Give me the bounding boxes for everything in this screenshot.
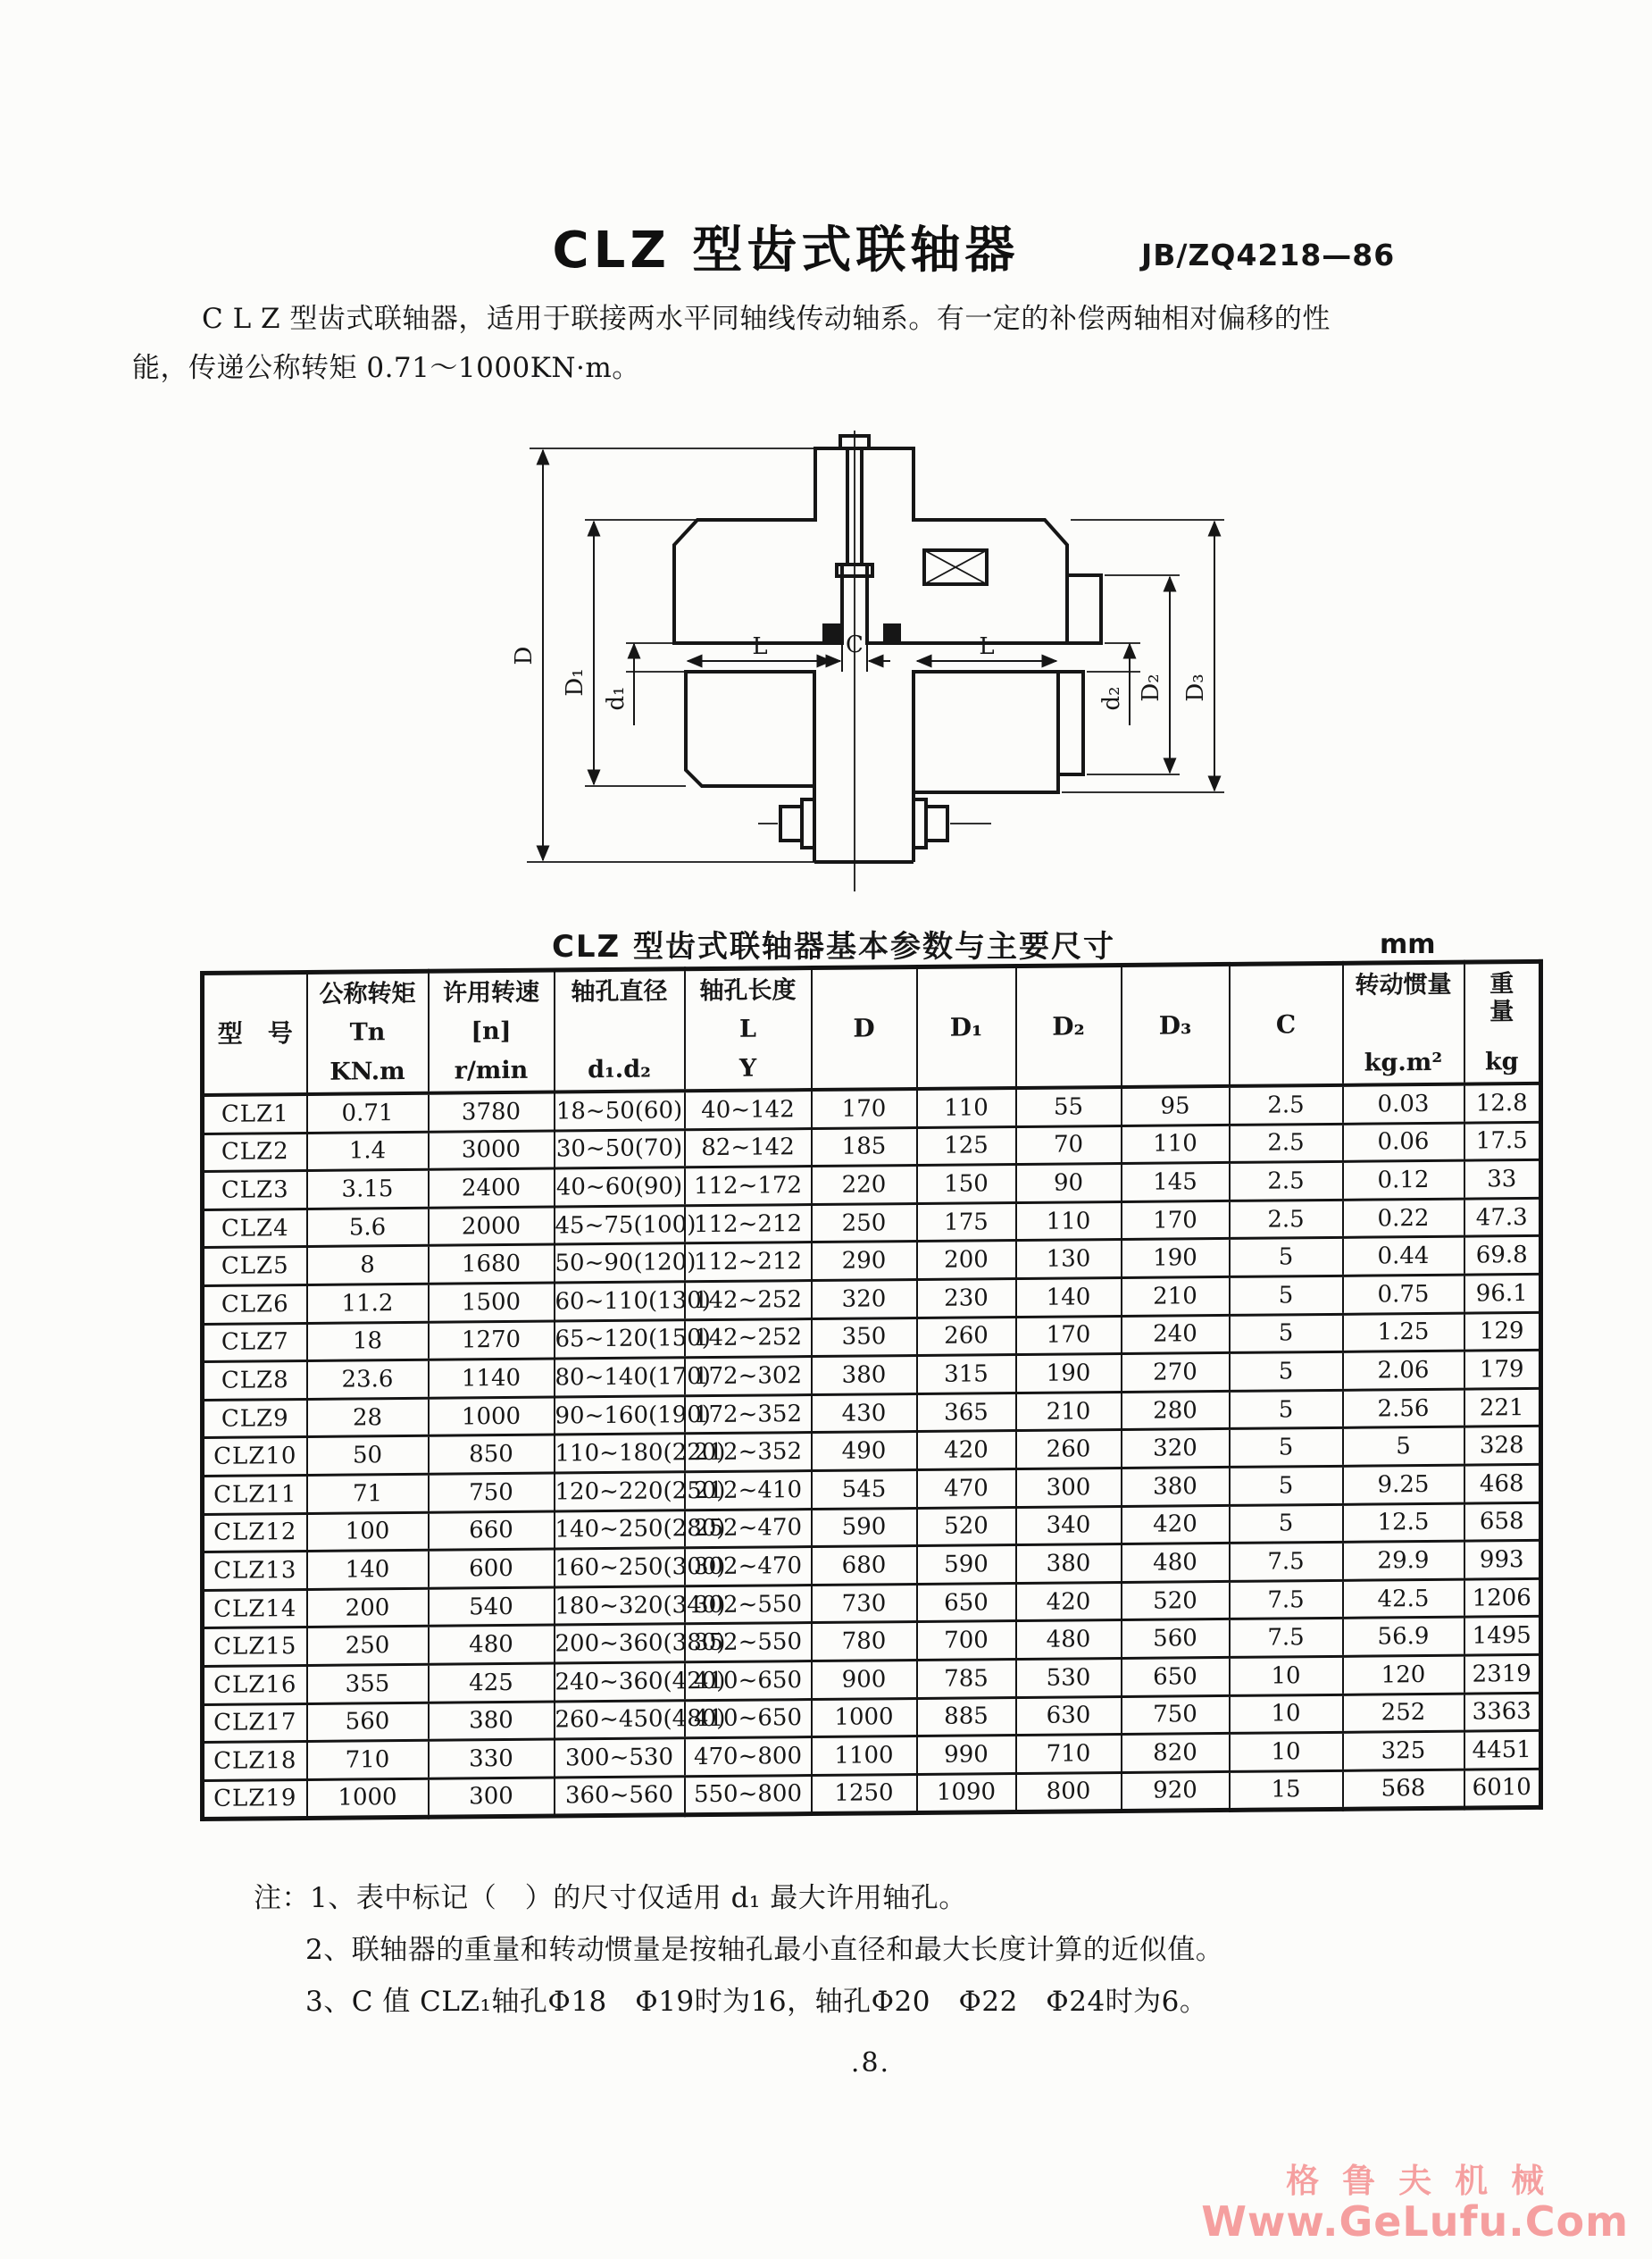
value-cell: 230 xyxy=(917,1278,1016,1318)
dimension-D xyxy=(511,448,815,862)
value-cell: 200 xyxy=(307,1588,429,1627)
value-cell: 170 xyxy=(812,1089,917,1128)
value-cell: 80~140(170) xyxy=(555,1358,685,1397)
header-cell: D₁ xyxy=(917,966,1016,1089)
value-cell: 470 xyxy=(917,1468,1016,1508)
table-title: CLZ 型齿式联轴器基本参数与主要尺寸 xyxy=(551,929,1116,965)
value-cell: 380 xyxy=(812,1356,917,1395)
dim-label-D: D xyxy=(511,646,538,665)
value-cell: 650 xyxy=(1122,1657,1230,1696)
value-cell: 410~650 xyxy=(685,1699,812,1738)
model-cell: CLZ19 xyxy=(203,1779,307,1820)
value-cell: 200 xyxy=(917,1241,1016,1280)
value-cell: 90 xyxy=(1016,1164,1122,1203)
dimension-L-right xyxy=(917,633,1056,661)
value-cell: 750 xyxy=(429,1473,555,1512)
model-cell: CLZ16 xyxy=(203,1665,307,1704)
value-cell: 660 xyxy=(429,1511,555,1551)
value-cell: 9.25 xyxy=(1343,1465,1464,1504)
value-cell: 220 xyxy=(812,1166,917,1205)
value-cell: 0.03 xyxy=(1343,1084,1464,1124)
value-cell: 0.71 xyxy=(307,1093,429,1133)
value-cell: 5 xyxy=(1230,1351,1343,1391)
value-cell: 1000 xyxy=(812,1698,917,1737)
table-body xyxy=(203,1083,1541,1820)
value-cell: 425 xyxy=(429,1663,555,1703)
value-cell: 70 xyxy=(1016,1125,1122,1165)
value-cell: 490 xyxy=(812,1432,917,1471)
value-cell: 10 xyxy=(1230,1694,1343,1734)
value-cell: 780 xyxy=(812,1622,917,1661)
left-hub xyxy=(686,672,814,786)
value-cell: 110 xyxy=(1016,1201,1122,1241)
value-cell: 33 xyxy=(1464,1160,1541,1199)
value-cell: 800 xyxy=(1016,1772,1122,1812)
value-cell: 179 xyxy=(1464,1351,1541,1389)
value-cell: 2.5 xyxy=(1230,1124,1343,1163)
header-cell: 转动惯量 kg.m² xyxy=(1343,962,1464,1085)
value-cell: 1495 xyxy=(1464,1617,1541,1655)
value-cell: 250 xyxy=(812,1203,917,1242)
value-cell: 1000 xyxy=(307,1778,429,1819)
value-cell: 140 xyxy=(1016,1277,1122,1317)
value-cell: 210 xyxy=(1016,1392,1122,1431)
dimension-L-left xyxy=(688,633,831,661)
header-cell: 重 量 kg xyxy=(1464,961,1541,1083)
value-cell: 1000 xyxy=(429,1397,555,1436)
value-cell: 210 xyxy=(1122,1276,1230,1316)
note-line: 2、联轴器的重量和转动惯量是按轴孔最小直径和最大长度计算的近似值。 xyxy=(305,1934,1224,1966)
header-cell: C xyxy=(1230,963,1343,1086)
value-cell: 190 xyxy=(1016,1354,1122,1393)
unit-label: mm xyxy=(1380,929,1436,960)
value-cell: 240 xyxy=(1122,1315,1230,1354)
value-cell: 480 xyxy=(429,1625,555,1664)
value-cell: 1270 xyxy=(429,1321,555,1360)
value-cell: 350 xyxy=(812,1318,917,1357)
left-sleeve-section xyxy=(674,448,847,643)
value-cell: 23.6 xyxy=(307,1360,429,1399)
value-cell: 658 xyxy=(1464,1502,1541,1541)
model-cell: CLZ4 xyxy=(203,1209,307,1248)
value-cell: 30~50(70) xyxy=(555,1129,685,1168)
value-cell: 172~352 xyxy=(685,1394,812,1434)
value-cell: 2.5 xyxy=(1230,1085,1343,1125)
value-cell: 50 xyxy=(307,1436,429,1476)
value-cell: 212~410 xyxy=(685,1470,812,1510)
value-cell: 11.2 xyxy=(307,1284,429,1323)
table-header xyxy=(203,961,1541,1095)
value-cell: 328 xyxy=(1464,1427,1541,1465)
value-cell: 170 xyxy=(1016,1316,1122,1355)
bottom-bolt-left xyxy=(758,799,814,848)
value-cell: 50~90(120) xyxy=(555,1243,685,1283)
value-cell: 29.9 xyxy=(1343,1541,1464,1580)
value-cell: 260~450(480) xyxy=(555,1700,685,1739)
value-cell: 630 xyxy=(1016,1696,1122,1736)
value-cell: 96.1 xyxy=(1464,1274,1541,1312)
dimension-D1 xyxy=(562,520,697,786)
value-cell: 212~352 xyxy=(685,1433,812,1472)
model-cell: CLZ6 xyxy=(203,1284,307,1324)
value-cell: 300 xyxy=(1016,1468,1122,1507)
value-cell: 290 xyxy=(812,1242,917,1281)
watermark xyxy=(1201,2162,1629,2246)
note-line: 注：1、表中标记（ ）的尺寸仅适用 d₁ 最大许用轴孔。 xyxy=(254,1882,967,1914)
value-cell: 380 xyxy=(429,1702,555,1741)
value-cell: 710 xyxy=(307,1740,429,1779)
model-cell: CLZ15 xyxy=(203,1627,307,1667)
value-cell: 175 xyxy=(917,1202,1016,1242)
value-cell: 160~250(300) xyxy=(555,1548,685,1587)
value-cell: 190 xyxy=(1122,1239,1230,1278)
value-cell: 480 xyxy=(1122,1544,1230,1583)
value-cell: 480 xyxy=(1016,1620,1122,1660)
standard-number: JB/ZQ4218—86 xyxy=(1141,238,1396,272)
value-cell: 3363 xyxy=(1464,1693,1541,1731)
value-cell: 730 xyxy=(812,1584,917,1623)
value-cell: 142~252 xyxy=(685,1318,812,1358)
value-cell: 180~320(340) xyxy=(555,1585,685,1625)
value-cell: 8 xyxy=(307,1246,429,1285)
model-cell: CLZ10 xyxy=(203,1437,307,1477)
dim-label-L-left: L xyxy=(752,633,768,660)
value-cell: 42.5 xyxy=(1343,1579,1464,1619)
value-cell: 56.9 xyxy=(1343,1617,1464,1656)
value-cell: 55 xyxy=(1016,1087,1122,1126)
value-cell: 71 xyxy=(307,1474,429,1513)
dim-label-C: C xyxy=(846,632,864,658)
value-cell: 550~800 xyxy=(685,1775,812,1815)
header-cell: D xyxy=(812,966,917,1090)
value-cell: 5.6 xyxy=(307,1208,429,1247)
dim-label-d2: d₂ xyxy=(1098,686,1125,711)
value-cell: 2.5 xyxy=(1230,1200,1343,1239)
dim-label-L-right: L xyxy=(979,633,995,660)
value-cell: 120 xyxy=(1343,1655,1464,1694)
gear-teeth-left xyxy=(822,623,840,643)
value-cell: 590 xyxy=(812,1508,917,1547)
header-cell: 型 号 xyxy=(203,972,307,1095)
value-cell: 700 xyxy=(917,1621,1016,1661)
value-cell: 7.5 xyxy=(1230,1580,1343,1619)
value-cell: 18 xyxy=(307,1322,429,1361)
value-cell: 60~110(130) xyxy=(555,1282,685,1321)
value-cell: 650 xyxy=(917,1583,1016,1622)
parameters-table xyxy=(200,959,1543,1821)
value-cell: 150 xyxy=(917,1165,1016,1204)
value-cell: 185 xyxy=(812,1127,917,1167)
value-cell: 112~212 xyxy=(685,1242,812,1282)
header-cell: D₃ xyxy=(1122,964,1230,1087)
value-cell: 302~550 xyxy=(685,1585,812,1624)
value-cell: 710 xyxy=(1016,1735,1122,1774)
value-cell: 468 xyxy=(1464,1464,1541,1502)
value-cell: 993 xyxy=(1464,1541,1541,1579)
value-cell: 260 xyxy=(917,1317,1016,1356)
value-cell: 325 xyxy=(1343,1731,1464,1770)
value-cell: 590 xyxy=(917,1545,1016,1585)
value-cell: 10 xyxy=(1230,1732,1343,1771)
value-cell: 340 xyxy=(1016,1506,1122,1545)
value-cell: 5 xyxy=(1230,1238,1343,1277)
value-cell: 28 xyxy=(307,1398,429,1437)
value-cell: 47.3 xyxy=(1464,1198,1541,1236)
value-cell: 7.5 xyxy=(1230,1619,1343,1658)
model-cell: CLZ1 xyxy=(203,1094,307,1134)
value-cell: 10 xyxy=(1230,1656,1343,1695)
value-cell: 110 xyxy=(1122,1125,1230,1164)
intro-paragraph xyxy=(132,295,1473,393)
value-cell: 125 xyxy=(917,1126,1016,1166)
value-cell: 885 xyxy=(917,1697,1016,1736)
value-cell: 5 xyxy=(1230,1314,1343,1353)
value-cell: 2.56 xyxy=(1343,1389,1464,1428)
value-cell: 1500 xyxy=(429,1283,555,1322)
value-cell: 4451 xyxy=(1464,1730,1541,1769)
value-cell: 900 xyxy=(812,1660,917,1699)
dim-label-D2: D₂ xyxy=(1138,674,1164,702)
value-cell: 990 xyxy=(917,1736,1016,1775)
value-cell: 1680 xyxy=(429,1244,555,1284)
model-cell: CLZ3 xyxy=(203,1171,307,1210)
value-cell: 568 xyxy=(1343,1770,1464,1810)
gear-teeth-right xyxy=(883,623,901,643)
value-cell: 40~142 xyxy=(685,1090,812,1129)
dim-label-D1: D₁ xyxy=(562,668,588,697)
value-cell: 360~560 xyxy=(555,1776,685,1816)
value-cell: 6010 xyxy=(1464,1769,1541,1808)
right-hub xyxy=(914,672,1058,792)
value-cell: 40~60(90) xyxy=(555,1167,685,1207)
value-cell: 1090 xyxy=(917,1773,1016,1813)
value-cell: 100 xyxy=(307,1512,429,1552)
value-cell: 355 xyxy=(307,1664,429,1703)
value-cell: 120~220(250) xyxy=(555,1472,685,1511)
value-cell: 850 xyxy=(429,1435,555,1474)
value-cell: 0.75 xyxy=(1343,1275,1464,1314)
dim-label-D3: D₃ xyxy=(1182,674,1209,702)
value-cell: 420 xyxy=(1016,1582,1122,1621)
value-cell: 112~172 xyxy=(685,1167,812,1206)
header-cell: 公称转矩 Tn KN.m xyxy=(307,971,429,1094)
value-cell: 300 xyxy=(429,1778,555,1818)
value-cell: 820 xyxy=(1122,1734,1230,1773)
value-cell: 302~470 xyxy=(685,1547,812,1586)
value-cell: 680 xyxy=(812,1546,917,1585)
header-row xyxy=(203,961,1541,1095)
value-cell: 410~650 xyxy=(685,1661,812,1700)
value-cell: 90~160(190) xyxy=(555,1396,685,1435)
dimension-d1 xyxy=(603,643,686,725)
value-cell: 2.5 xyxy=(1230,1162,1343,1201)
value-cell: 365 xyxy=(917,1393,1016,1432)
right-hub-extension-section xyxy=(1067,575,1101,643)
value-cell: 2400 xyxy=(429,1168,555,1208)
model-cell: CLZ7 xyxy=(203,1323,307,1362)
value-cell: 260 xyxy=(1016,1430,1122,1469)
value-cell: 2319 xyxy=(1464,1654,1541,1693)
model-cell: CLZ18 xyxy=(203,1742,307,1781)
model-cell: CLZ9 xyxy=(203,1399,307,1438)
value-cell: 3780 xyxy=(429,1092,555,1132)
value-cell: 112~212 xyxy=(685,1204,812,1243)
value-cell: 95 xyxy=(1122,1086,1230,1125)
value-cell: 330 xyxy=(429,1739,555,1778)
value-cell: 1100 xyxy=(812,1736,917,1776)
value-cell: 69.8 xyxy=(1464,1236,1541,1275)
value-cell: 240~360(420) xyxy=(555,1662,685,1702)
value-cell: 0.12 xyxy=(1343,1160,1464,1200)
coupling-cross-section-drawing xyxy=(505,431,1299,904)
model-cell: CLZ5 xyxy=(203,1247,307,1286)
value-cell: 352~550 xyxy=(685,1623,812,1662)
value-cell: 65~120(150) xyxy=(555,1319,685,1359)
value-cell: 545 xyxy=(812,1469,917,1509)
right-sleeve-section xyxy=(862,448,1067,643)
value-cell: 170 xyxy=(1122,1201,1230,1240)
value-cell: 300~530 xyxy=(555,1738,685,1778)
model-cell: CLZ11 xyxy=(203,1475,307,1514)
value-cell: 1140 xyxy=(429,1359,555,1398)
value-cell: 270 xyxy=(1122,1353,1230,1393)
value-cell: 140~250(280) xyxy=(555,1510,685,1549)
value-cell: 560 xyxy=(307,1703,429,1742)
model-cell: CLZ12 xyxy=(203,1513,307,1552)
value-cell: 2.06 xyxy=(1343,1351,1464,1390)
value-cell: 5 xyxy=(1230,1428,1343,1468)
header-cell: 轴孔直径 d₁.d₂ xyxy=(555,969,685,1092)
value-cell: 5 xyxy=(1343,1427,1464,1466)
value-cell: 110 xyxy=(917,1088,1016,1127)
value-cell: 3.15 xyxy=(307,1169,429,1209)
value-cell: 0.44 xyxy=(1343,1237,1464,1276)
value-cell: 520 xyxy=(1122,1581,1230,1620)
page-number: .8. xyxy=(850,2047,891,2079)
value-cell: 320 xyxy=(812,1279,917,1318)
header-cell: D₂ xyxy=(1016,965,1122,1088)
value-cell: 1.4 xyxy=(307,1132,429,1171)
model-cell: CLZ8 xyxy=(203,1361,307,1401)
value-cell: 540 xyxy=(429,1587,555,1627)
dimension-d2 xyxy=(1087,643,1140,725)
value-cell: 110~180(220) xyxy=(555,1434,685,1473)
value-cell: 130 xyxy=(1016,1240,1122,1279)
notes xyxy=(254,1872,1223,2028)
value-cell: 5 xyxy=(1230,1466,1343,1505)
value-cell: 750 xyxy=(1122,1695,1230,1735)
value-cell: 45~75(100) xyxy=(555,1206,685,1245)
value-cell: 560 xyxy=(1122,1619,1230,1659)
watermark-url: Www.GeLufu.Com xyxy=(1201,2196,1629,2246)
value-cell: 252 xyxy=(1343,1694,1464,1733)
value-cell: 785 xyxy=(917,1659,1016,1698)
bottom-bolt-right xyxy=(914,799,991,848)
value-cell: 82~142 xyxy=(685,1128,812,1167)
value-cell: 430 xyxy=(812,1393,917,1433)
value-cell: 470~800 xyxy=(685,1737,812,1777)
model-cell: CLZ2 xyxy=(203,1133,307,1172)
value-cell: 18~50(60) xyxy=(555,1091,685,1130)
value-cell: 1206 xyxy=(1464,1578,1541,1617)
technical-drawing-svg xyxy=(505,431,1299,904)
intro-line-1: C L Z 型齿式联轴器，适用于联接两水平同轴线传动轴系。有一定的补偿两轴相对偏移的性 xyxy=(202,303,1331,335)
value-cell: 2000 xyxy=(429,1207,555,1246)
value-cell: 140 xyxy=(307,1550,429,1589)
value-cell: 0.06 xyxy=(1343,1123,1464,1162)
value-cell: 600 xyxy=(429,1549,555,1588)
value-cell: 5 xyxy=(1230,1390,1343,1429)
value-cell: 5 xyxy=(1230,1276,1343,1315)
value-cell: 1.25 xyxy=(1343,1313,1464,1352)
value-cell: 280 xyxy=(1122,1391,1230,1430)
model-cell: CLZ14 xyxy=(203,1589,307,1628)
value-cell: 380 xyxy=(1122,1467,1230,1506)
right-hub-step xyxy=(1058,672,1083,774)
value-cell: 200~360(380) xyxy=(555,1624,685,1663)
header-cell: 许用转速 [n] r/min xyxy=(429,970,555,1093)
dimension-D3 xyxy=(1062,520,1224,792)
value-cell: 7.5 xyxy=(1230,1542,1343,1581)
value-cell: 142~252 xyxy=(685,1280,812,1319)
value-cell: 145 xyxy=(1122,1163,1230,1202)
value-cell: 252~470 xyxy=(685,1509,812,1548)
value-cell: 17.5 xyxy=(1464,1122,1541,1160)
value-cell: 0.22 xyxy=(1343,1199,1464,1238)
value-cell: 12.8 xyxy=(1464,1083,1541,1123)
value-cell: 520 xyxy=(917,1507,1016,1546)
value-cell: 320 xyxy=(1122,1429,1230,1468)
page-title: CLZ 型齿式联轴器 xyxy=(552,222,1020,280)
value-cell: 315 xyxy=(917,1355,1016,1394)
dim-label-d1: d₁ xyxy=(603,686,630,711)
value-cell: 172~302 xyxy=(685,1357,812,1396)
value-cell: 221 xyxy=(1464,1388,1541,1427)
value-cell: 3000 xyxy=(429,1131,555,1170)
value-cell: 5 xyxy=(1230,1504,1343,1544)
intro-line-2: 能，传递公称转矩 0.71～1000KN·m。 xyxy=(132,352,640,384)
value-cell: 129 xyxy=(1464,1312,1541,1351)
value-cell: 250 xyxy=(307,1627,429,1666)
note-line: 3、C 值 CLZ₁轴孔Φ18 Φ19时为16，轴孔Φ20 Φ22 Φ24时为6。 xyxy=(305,1986,1208,2018)
header-cell: 轴孔长度 L Y xyxy=(685,968,812,1092)
value-cell: 12.5 xyxy=(1343,1503,1464,1543)
value-cell: 920 xyxy=(1122,1771,1230,1811)
model-cell: CLZ17 xyxy=(203,1703,307,1743)
value-cell: 420 xyxy=(917,1431,1016,1470)
value-cell: 1250 xyxy=(812,1774,917,1814)
value-cell: 15 xyxy=(1230,1770,1343,1811)
seal-detail xyxy=(924,550,987,584)
value-cell: 380 xyxy=(1016,1544,1122,1584)
watermark-company: 格鲁夫机械 xyxy=(1286,2162,1568,2201)
value-cell: 530 xyxy=(1016,1658,1122,1697)
model-cell: CLZ13 xyxy=(203,1552,307,1591)
value-cell: 420 xyxy=(1122,1505,1230,1544)
